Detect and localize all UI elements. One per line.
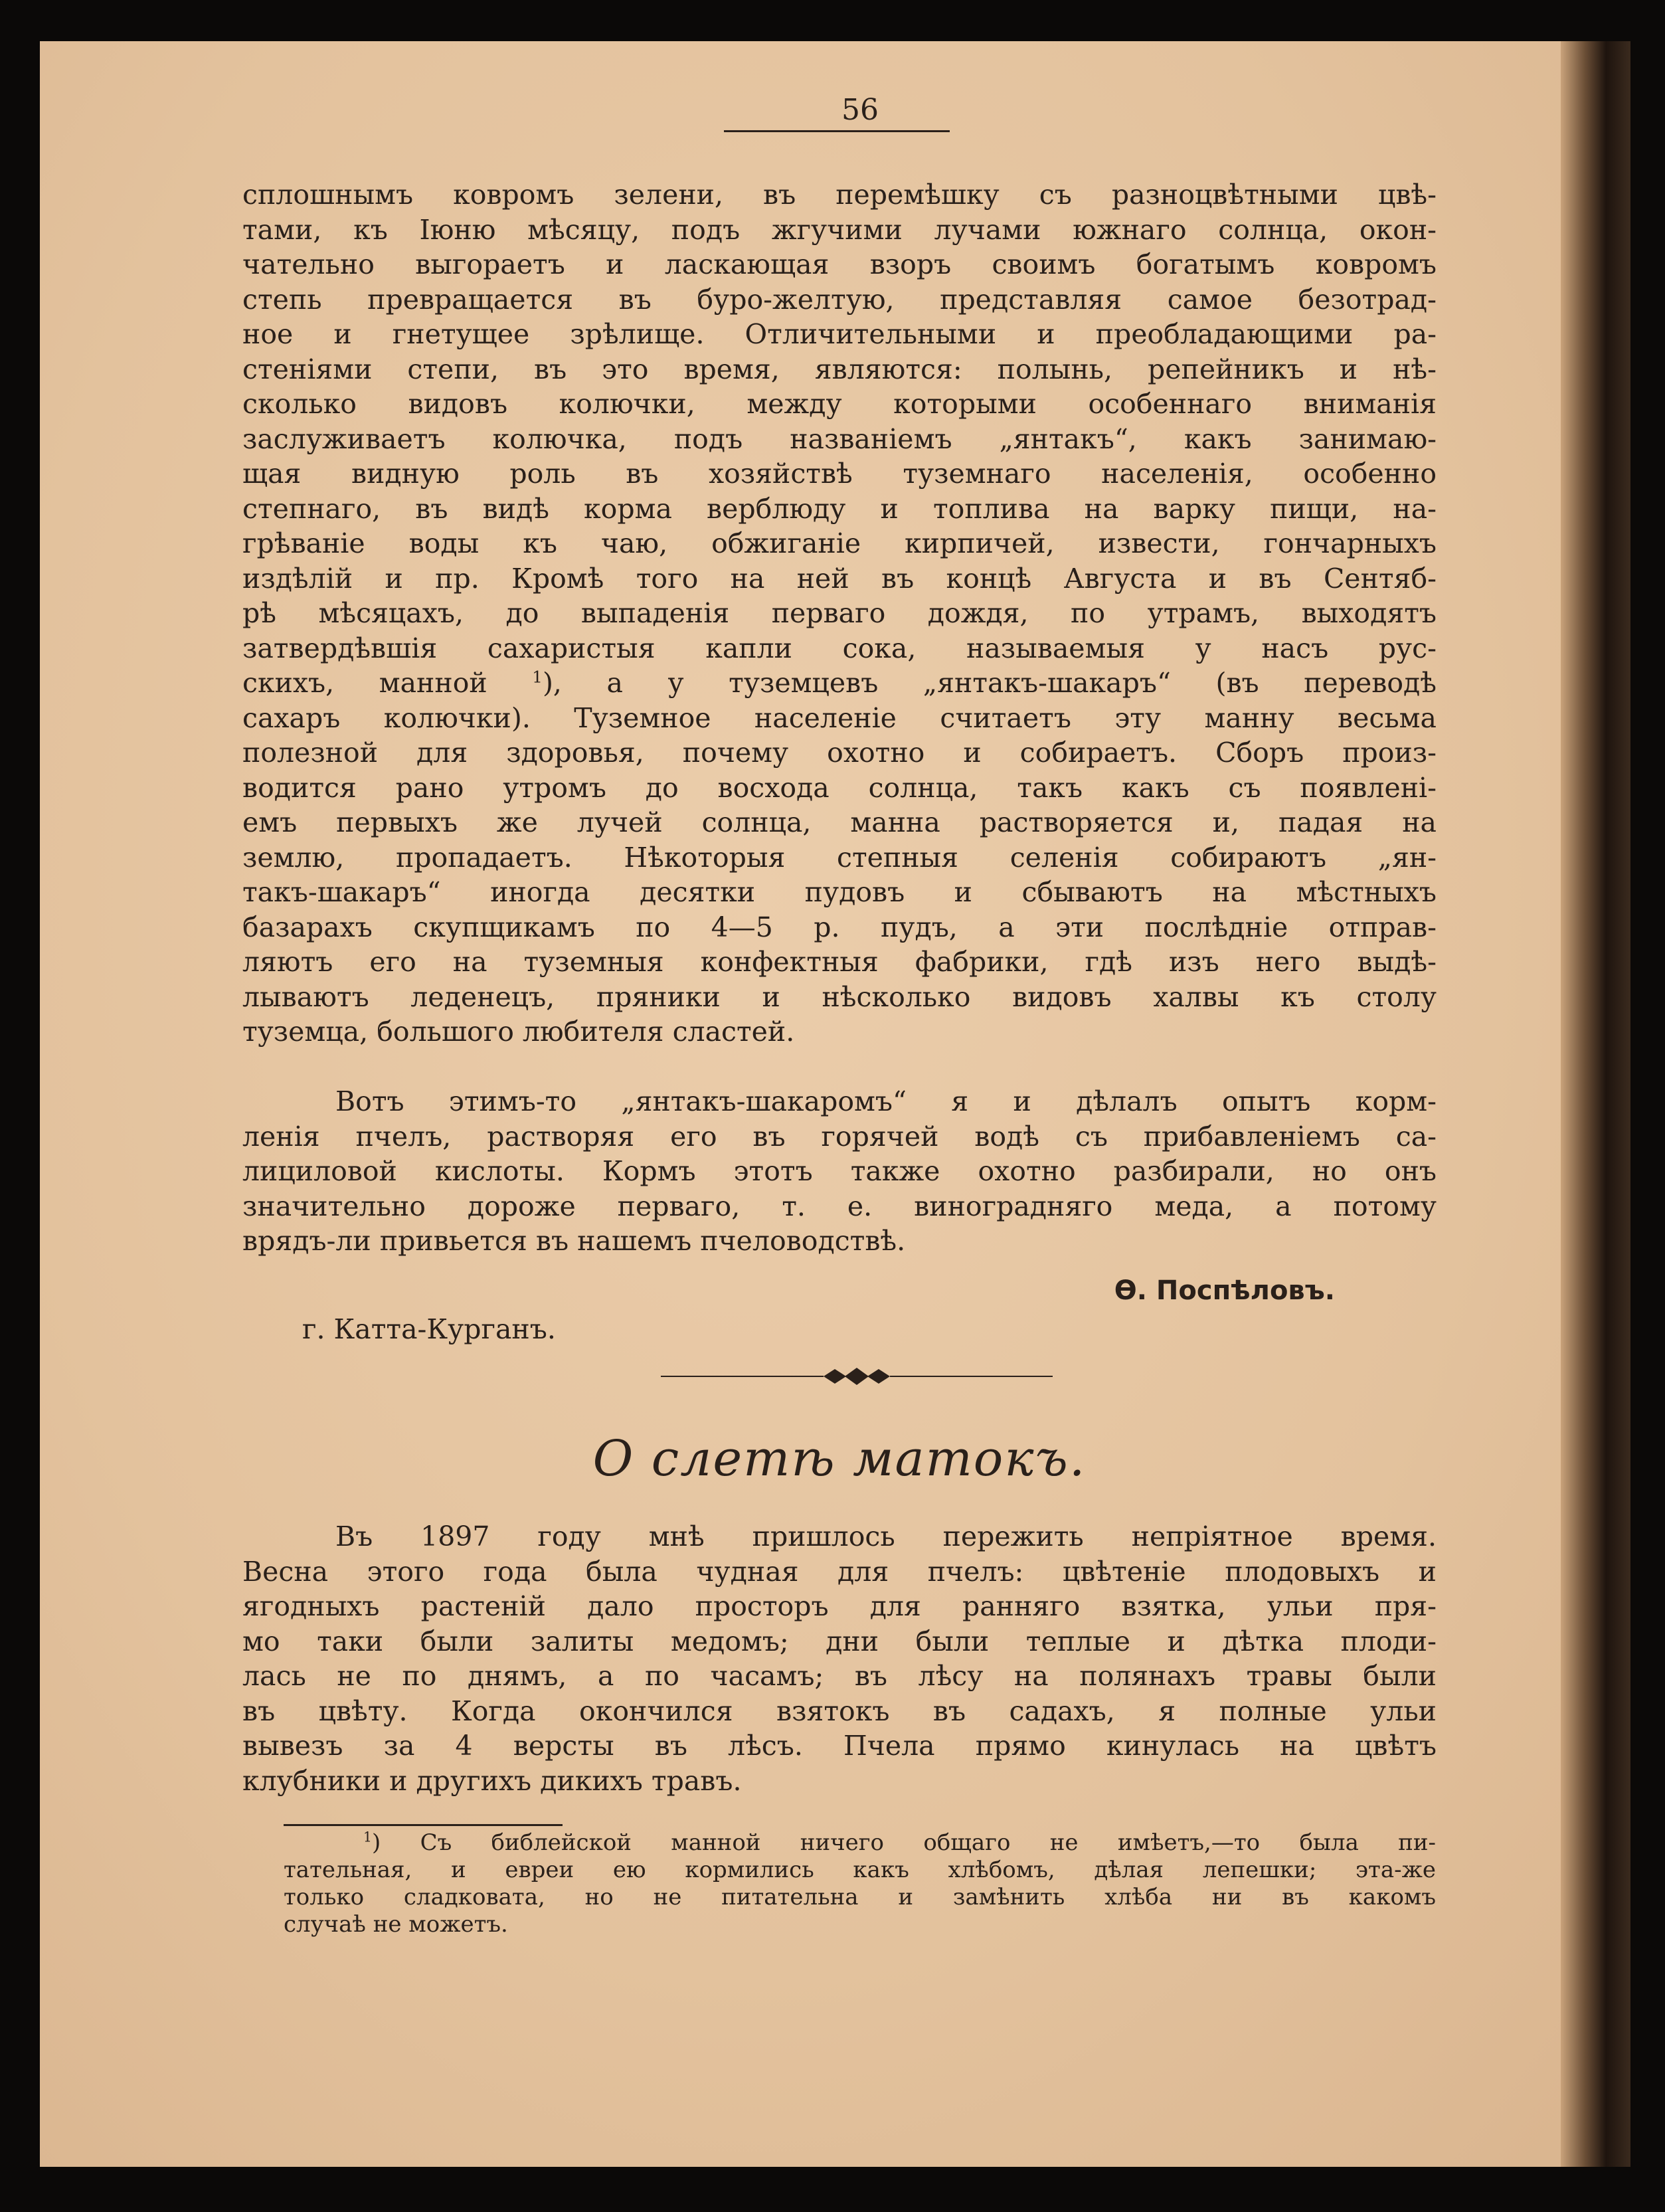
- text-line: вывезъ за 4 версты въ лѣсъ. Пчела прямо кинулась на цвѣтъ: [242, 1730, 1437, 1762]
- text-line: ягодныхъ растеній дало просторъ для ранняго взятка, ульи пря-: [242, 1590, 1437, 1622]
- page-number-rule: [724, 130, 950, 132]
- book-gutter-shadow: [1561, 41, 1630, 2167]
- text-line: Весна этого года была чудная для пчелъ: цвѣтеніе плодовыхъ и: [242, 1555, 1437, 1588]
- text-line: рѣ мѣсяцахъ, до выпаденія перваго дождя, по утрамъ, выходятъ: [242, 597, 1437, 629]
- page-number: 56: [841, 93, 879, 127]
- author-signature: Ѳ. Поспѣловъ.: [1114, 1275, 1335, 1306]
- text-line: ное и гнетущее зрѣлище. Отличительными и преобладающими ра-: [242, 318, 1437, 350]
- text-line: ленія пчелъ, растворяя его въ горячей водѣ съ прибавленіемъ са-: [242, 1120, 1437, 1152]
- text-line: затвердѣвшія сахаристыя капли сока, называемыя у насъ рус-: [242, 632, 1437, 664]
- text-line: степь превращается въ буро-желтую, представляя самое безотрад-: [242, 283, 1437, 316]
- footnote-rule: [284, 1824, 563, 1826]
- text-line: лась не по днямъ, а по часамъ; въ лѣсу на полянахъ травы были: [242, 1660, 1437, 1692]
- text-line: полезной для здоровья, почему охотно и собираетъ. Сборъ произ-: [242, 737, 1437, 769]
- text-line: водится рано утромъ до восхода солнца, такъ какъ съ появлені-: [242, 771, 1437, 804]
- text-line: ляютъ его на туземныя конфектныя фабрики, гдѣ изъ него выдѣ-: [242, 946, 1437, 978]
- text-line-with-footnote: [242, 666, 1437, 701]
- text-line: стеніями степи, въ это время, являются: полынь, репейникъ и нѣ-: [242, 353, 1437, 385]
- footnote: [284, 1829, 1436, 1938]
- article-title: О слетѣ матокъ.: [592, 1430, 1087, 1487]
- text-fragment: скихъ, манной: [242, 667, 487, 699]
- text-line: въ цвѣту. Когда окончился взятокъ въ садахъ, я полные ульи: [242, 1695, 1437, 1727]
- text-line: степнаго, въ видѣ корма верблюду и топлива на варку пищи, на-: [242, 492, 1437, 525]
- text-line: сколько видовъ колючки, между которыми особеннаго вниманія: [242, 388, 1437, 420]
- text-line: сплошнымъ ковромъ зелени, въ перемѣшку съ разноцвѣтными цвѣ-: [242, 179, 1437, 211]
- text-line: туземца, большого любителя сластей.: [242, 1016, 795, 1048]
- text-line: клубники и другихъ дикихъ травъ.: [242, 1764, 742, 1797]
- text-line: базарахъ скупщикамъ по 4—5 р. пудъ, а эти послѣдніе отправ-: [242, 911, 1437, 943]
- paragraph-2: [242, 1084, 1437, 1259]
- footnote-line: только сладковата, но не питательна и замѣнить хлѣба ни въ какомъ: [284, 1884, 1436, 1910]
- text-line: врядъ-ли привьется въ нашемъ пчеловодствѣ.: [242, 1225, 906, 1257]
- text-fragment: ) Съ библейской манной ничего общаго не имѣетъ,—то была пи-: [371, 1829, 1436, 1856]
- paragraph-3: [242, 1519, 1437, 1798]
- text-line: заслуживаетъ колючка, подъ названіемъ „янтакъ“, какъ занимаю-: [242, 422, 1437, 455]
- text-line: грѣваніе воды къ чаю, обжиганіе кирпичей, извести, гончарныхъ: [242, 527, 1437, 559]
- text-line: лициловой кислоты. Кормъ этотъ также охотно разбирали, но онъ: [242, 1155, 1437, 1187]
- footnote-line: случаѣ не можетъ.: [284, 1911, 508, 1938]
- text-line: издѣлій и пр. Кромѣ того на ней въ концѣ Августа и въ Сентяб-: [242, 562, 1437, 595]
- text-line: сахаръ колючки). Туземное населеніе считаетъ эту манну весьма: [242, 701, 1437, 734]
- text-line: чательно выгораетъ и ласкающая взоръ своимъ богатымъ ковромъ: [242, 248, 1437, 280]
- footnote-reference: 1: [532, 667, 543, 687]
- text-line: емъ первыхъ же лучей солнца, манна растворяется и, падая на: [242, 806, 1437, 838]
- text-line: лываютъ леденецъ, пряники и нѣсколько видовъ халвы къ столу: [242, 980, 1437, 1013]
- text-line: значительно дороже перваго, т. е. виноградняго меда, а потому: [242, 1190, 1437, 1222]
- text-line: тами, къ Іюню мѣсяцу, подъ жгучими лучами южнаго солнца, окон-: [242, 213, 1437, 246]
- text-line: щая видную роль въ хозяйствѣ туземнаго населенія, особенно: [242, 458, 1437, 490]
- paragraph-1: [242, 177, 1437, 1050]
- book-page: [40, 41, 1630, 2167]
- text-line: мо таки были залиты медомъ; дни были теплые и дѣтка плоди-: [242, 1625, 1437, 1657]
- text-line: Вотъ этимъ-то „янтакъ-шакаромъ“ я и дѣлалъ опытъ корм-: [335, 1085, 1437, 1117]
- footnote-line: [284, 1829, 1436, 1857]
- text-line: Въ 1897 году мнѣ пришлось пережить непріятное время.: [335, 1521, 1437, 1552]
- author-place: г. Катта-Курганъ.: [302, 1313, 556, 1345]
- footnote-line: тательная, и евреи ею кормились какъ хлѣбомъ, дѣлая лепешки; эта-же: [284, 1857, 1436, 1883]
- text-line: землю, пропадаетъ. Нѣкоторыя степныя селенія собираютъ „ян-: [242, 841, 1437, 874]
- footnote-mark: 1: [363, 1829, 372, 1845]
- ornamental-divider: [661, 1366, 1053, 1386]
- text-line: такъ-шакаръ“ иногда десятки пудовъ и сбываютъ на мѣстныхъ: [242, 876, 1437, 908]
- text-fragment: ), а у туземцевъ „янтакъ-шакаръ“ (въ переводѣ: [542, 667, 1437, 699]
